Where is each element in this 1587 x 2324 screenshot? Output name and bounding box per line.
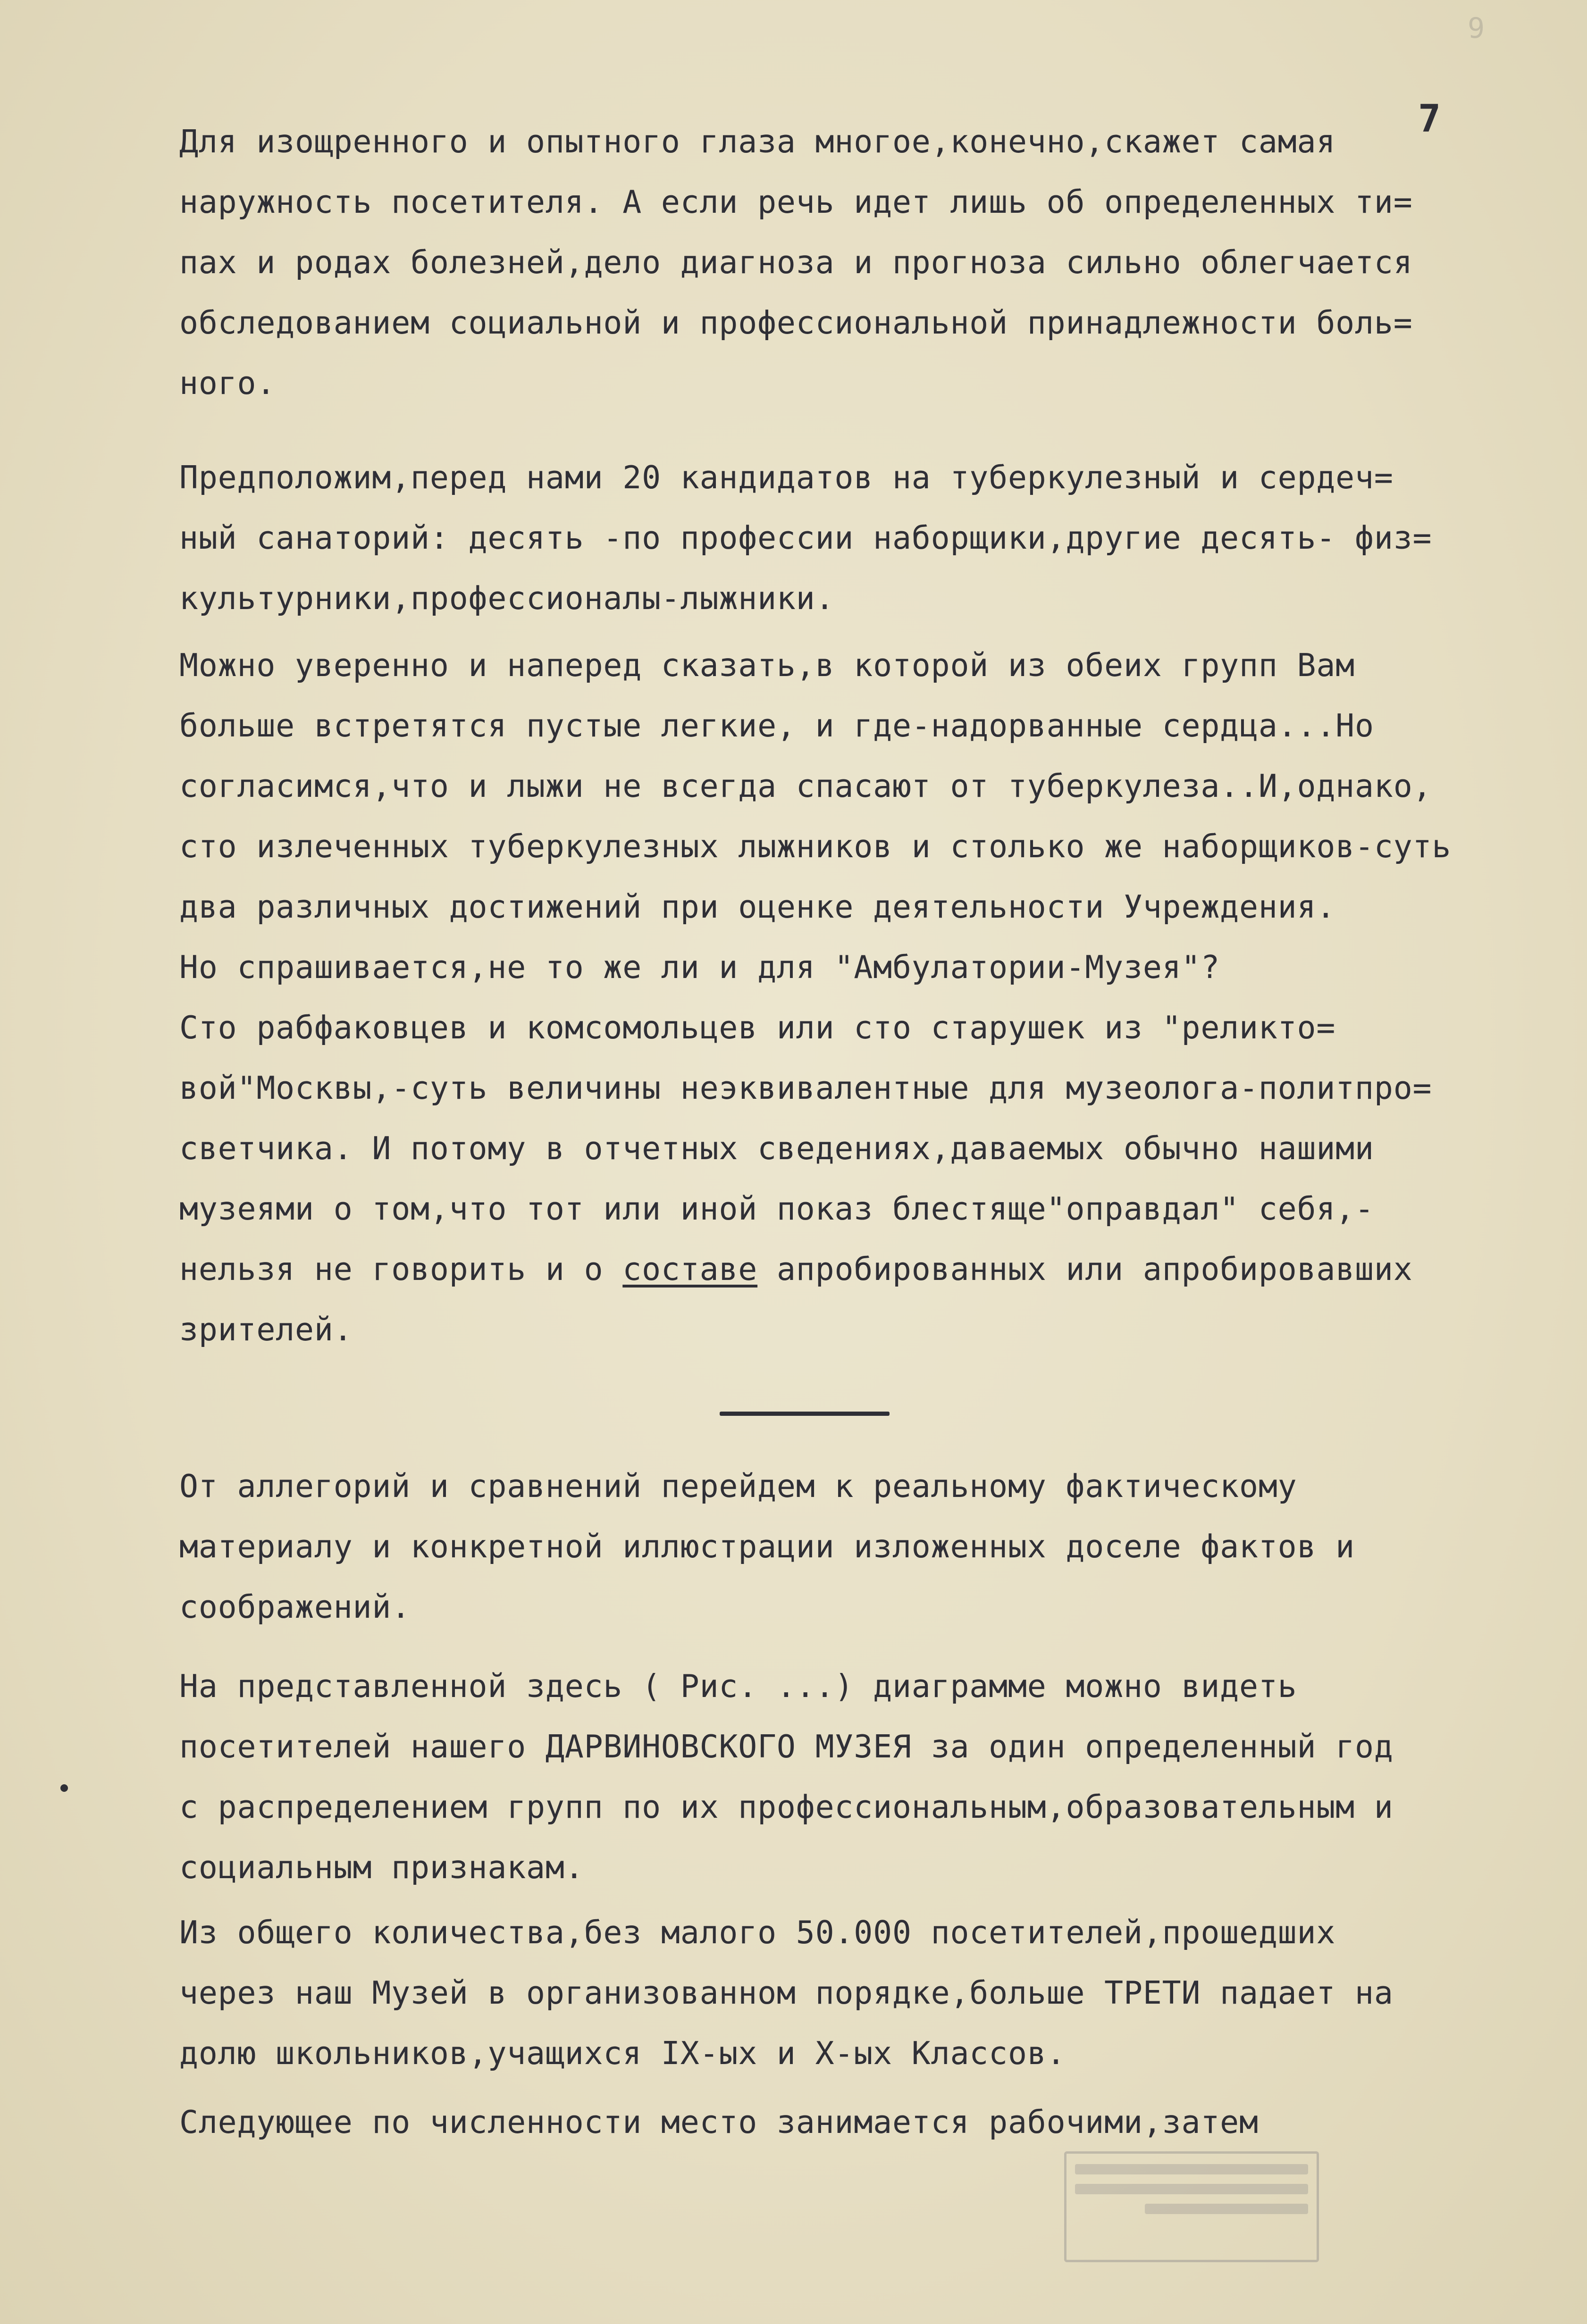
paragraph-1: [179, 111, 1548, 413]
text-segment: апробированных или апробировавших: [757, 1251, 1413, 1287]
text-line: долю школьников,учащихся IX-ых и X-ых Классов.: [179, 2035, 1066, 2072]
text-line: От аллегорий и сравнений перейдем к реальному фактическому: [179, 1468, 1297, 1505]
text-line: Для изощренного и опытного глаза многое,конечно,скажет самая: [179, 123, 1336, 160]
text-line: с распределением групп по их профессиональным,образовательным и: [179, 1789, 1394, 1825]
text-line: сто излеченных туберкулезных лыжников и столько же наборщиков-суть: [179, 828, 1452, 865]
paragraph-3: [179, 635, 1548, 1360]
margin-dot: [60, 1784, 68, 1792]
paragraph-2: [179, 447, 1548, 628]
text-line: пах и родах болезней,дело диагноза и прогноза сильно облегчается: [179, 244, 1413, 281]
text-line: два различных достижений при оценке деятельности Учреждения.: [179, 888, 1336, 925]
underlined-word: составе: [622, 1251, 758, 1287]
text-line: На представленной здесь ( Рис. ...) диаграмме можно видеть: [179, 1668, 1297, 1705]
text-line: зрителей.: [179, 1311, 353, 1348]
text-line: ного.: [179, 365, 276, 401]
text-line: Из общего количества,без малого 50.000 посетителей,прошедших: [179, 1914, 1336, 1951]
text-line: соображений.: [179, 1588, 411, 1625]
text-line: обследованием социальной и профессиональной принадлежности боль=: [179, 304, 1413, 341]
text-segment: нельзя не говорить и о: [179, 1251, 623, 1287]
text-line: Сто рабфаковцев и комсомольцев или сто старушек из "реликто=: [179, 1009, 1336, 1046]
text-line: Следующее по численности место занимается рабочими,затем: [179, 2104, 1259, 2140]
text-line: ный санаторий: десять -по профессии наборщики,другие десять- физ=: [179, 519, 1432, 556]
text-line: вой"Москвы,-суть величины неэквивалентные для музеолога-политпро=: [179, 1070, 1432, 1106]
text-line: согласимся,что и лыжи не всегда спасают от туберкулеза..И,однако,: [179, 768, 1432, 804]
text-line: материалу и конкретной иллюстрации изложенных доселе фактов и: [179, 1528, 1355, 1565]
text-line: наружность посетителя. А если речь идет лишь об определенных ти=: [179, 184, 1413, 220]
section-divider: [720, 1412, 890, 1416]
text-line: светчика. И потому в отчетных сведениях,даваемых обычно нашими: [179, 1130, 1374, 1167]
text-line: больше встретятся пустые легкие, и где-надорванные сердца...Но: [179, 707, 1374, 744]
page-number: 7: [1418, 97, 1441, 141]
text-line: культурники,профессионалы-лыжники.: [179, 580, 835, 617]
text-line: Предположим,перед нами 20 кандидатов на туберкулезный и сердеч=: [179, 459, 1394, 496]
stamp-line: [1075, 2164, 1308, 2174]
paragraph-7: [179, 2092, 1548, 2152]
paragraph-4: [179, 1456, 1548, 1637]
stamp-line: [1075, 2184, 1308, 2194]
text-line: Но спрашивается,не то же ли и для "Амбулатории-Музея"?: [179, 949, 1220, 986]
archive-stamp: [1064, 2151, 1319, 2262]
paragraph-6: [179, 1902, 1548, 2083]
text-line-with-underline: [179, 1239, 1548, 1299]
text-line: музеями о том,что тот или иной показ блестяще"оправдал" себя,-: [179, 1190, 1374, 1227]
stamp-line: [1145, 2204, 1308, 2214]
text-line: посетителей нашего ДАРВИНОВСКОГО МУЗЕЯ за один определенный год: [179, 1728, 1394, 1765]
paragraph-5: [179, 1656, 1548, 1898]
text-line: через наш Музей в организованном порядке,больше ТРЕТИ падает на: [179, 1974, 1394, 2011]
corner-mark: 9: [1468, 12, 1485, 45]
text-line: Можно уверенно и наперед сказать,в которой из обеих групп Вам: [179, 647, 1355, 684]
text-line: социальным признакам.: [179, 1849, 584, 1886]
